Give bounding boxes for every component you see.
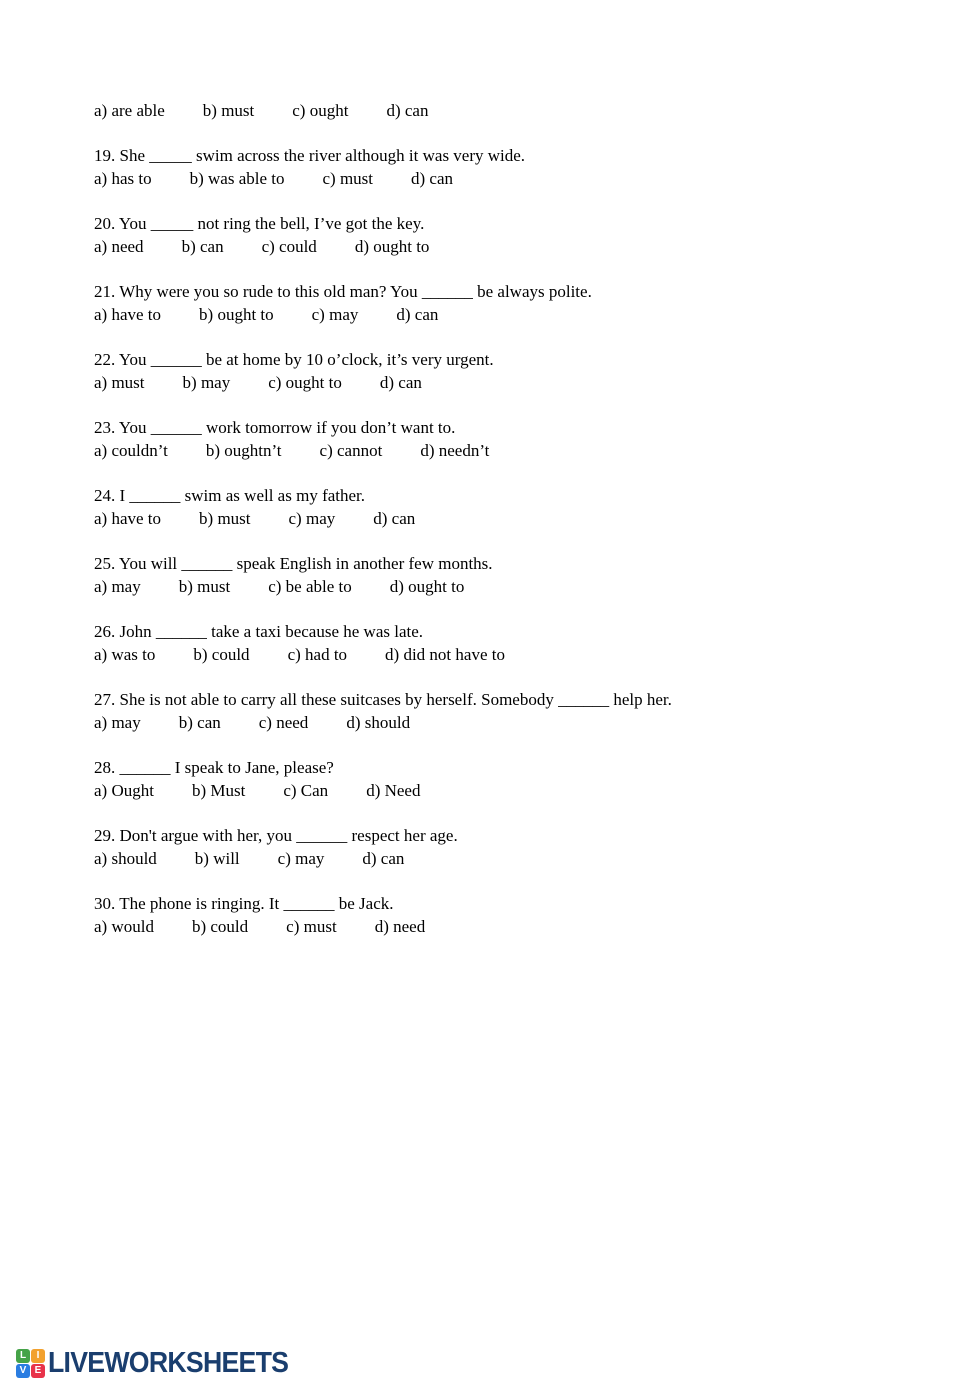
option-a[interactable]: a) has to xyxy=(94,169,152,188)
question-18-options-row xyxy=(94,100,954,123)
options-row xyxy=(94,508,954,531)
question-block xyxy=(94,553,954,598)
question-block xyxy=(94,417,954,462)
question-list xyxy=(94,145,954,938)
questions-area xyxy=(94,100,954,939)
option-b[interactable]: b) will xyxy=(194,849,240,868)
option-a[interactable]: a) must xyxy=(94,373,145,392)
options-row xyxy=(94,440,954,463)
question-text: 19. She _____ swim across the river although it was very wide. xyxy=(94,146,526,166)
question-block xyxy=(94,281,954,326)
question-text: 24. I ______ swim as well as my father. xyxy=(94,486,366,506)
option-a[interactable]: a) have to xyxy=(94,509,162,528)
option-c[interactable]: c) may xyxy=(277,849,325,868)
option-b[interactable]: b) may xyxy=(182,373,231,392)
option-c[interactable]: c) may xyxy=(311,305,359,324)
option-a[interactable]: a) have to xyxy=(94,305,162,324)
brand-wordmark: LIVEWORKSHEETS xyxy=(48,1347,289,1379)
option-d[interactable]: d) needn’t xyxy=(420,441,490,460)
option-b[interactable]: b) must xyxy=(178,577,231,596)
question-block xyxy=(94,485,954,530)
question-block xyxy=(94,145,954,190)
option-b[interactable]: b) could xyxy=(193,645,250,664)
option-d[interactable]: d) ought to xyxy=(389,577,465,596)
option-a[interactable]: a) would xyxy=(94,917,154,936)
question-block xyxy=(94,689,954,734)
option-c[interactable]: c) must xyxy=(286,917,337,936)
option-c[interactable]: c) may xyxy=(288,509,336,528)
option-c[interactable]: c) had to xyxy=(287,645,348,664)
option-d[interactable]: d) can xyxy=(373,509,416,528)
options-row xyxy=(94,236,954,259)
option-c[interactable]: c) Can xyxy=(283,781,329,800)
options-row xyxy=(94,372,954,395)
option-a[interactable]: a) Ought xyxy=(94,781,154,800)
question-block xyxy=(94,621,954,666)
option-a[interactable]: a) may xyxy=(94,577,141,596)
option-b[interactable]: b) could xyxy=(191,917,249,936)
option-c[interactable]: c) ought to xyxy=(268,373,342,392)
option-d[interactable]: d) can xyxy=(379,373,422,392)
question-text: 21. Why were you so rude to this old man? You ______ be always polite. xyxy=(94,282,592,302)
option-d[interactable]: d) can xyxy=(396,305,439,324)
options-row xyxy=(94,712,954,735)
logo-tile-i: I xyxy=(31,1349,45,1363)
option-a[interactable]: a) couldn’t xyxy=(94,441,168,460)
option-b[interactable]: b) was able to xyxy=(189,169,285,188)
liveworksheets-logo[interactable] xyxy=(16,1347,309,1380)
option-b[interactable]: b) Must xyxy=(191,781,246,800)
question-text: 26. John ______ take a taxi because he was late. xyxy=(94,622,424,642)
option-c[interactable]: c) ought xyxy=(292,101,349,120)
question-text: 25. You will ______ speak English in another few months. xyxy=(94,554,493,574)
options-row xyxy=(94,848,954,871)
option-a[interactable]: a) was to xyxy=(94,645,156,664)
option-c[interactable]: c) could xyxy=(261,237,317,256)
options-row xyxy=(94,644,954,667)
option-b[interactable]: b) can xyxy=(178,713,221,732)
question-block xyxy=(94,213,954,258)
question-text: 28. ______ I speak to Jane, please? xyxy=(94,758,334,778)
question-text: 20. You _____ not ring the bell, I’ve got the key. xyxy=(94,214,425,234)
options-row xyxy=(94,576,954,599)
option-c[interactable]: c) must xyxy=(322,169,374,188)
option-a[interactable]: a) need xyxy=(94,237,144,256)
question-text: 30. The phone is ringing. It ______ be Jack. xyxy=(94,894,394,914)
options-row xyxy=(94,780,954,803)
option-b[interactable]: b) can xyxy=(181,237,224,256)
liveworksheets-icon xyxy=(16,1349,45,1378)
option-d[interactable]: d) can xyxy=(386,101,429,120)
logo-tile-l: L xyxy=(16,1349,30,1363)
option-b[interactable]: b) must xyxy=(202,101,255,120)
question-block xyxy=(94,757,954,802)
option-c[interactable]: c) cannot xyxy=(319,441,383,460)
option-d[interactable]: d) Need xyxy=(366,781,421,800)
options-row xyxy=(94,304,954,327)
option-d[interactable]: d) can xyxy=(411,169,454,188)
option-b[interactable]: b) ought to xyxy=(199,305,274,324)
option-d[interactable]: d) need xyxy=(374,917,426,936)
question-text: 23. You ______ work tomorrow if you don’t want to. xyxy=(94,418,456,438)
option-c[interactable]: c) need xyxy=(258,713,309,732)
options-row xyxy=(94,168,954,191)
option-a[interactable]: a) should xyxy=(94,849,157,868)
question-text: 29. Don't argue with her, you ______ respect her age. xyxy=(94,826,458,846)
option-a[interactable]: a) may xyxy=(94,713,141,732)
logo-tile-e: E xyxy=(31,1364,45,1378)
option-d[interactable]: d) did not have to xyxy=(385,645,505,664)
question-text: 22. You ______ be at home by 10 o’clock, it’s very urgent. xyxy=(94,350,494,370)
options-row xyxy=(94,916,954,939)
logo-tile-v: V xyxy=(16,1364,30,1378)
question-block xyxy=(94,825,954,870)
option-b[interactable]: b) must xyxy=(199,509,251,528)
option-d[interactable]: d) can xyxy=(362,849,405,868)
question-text: 27. She is not able to carry all these suitcases by herself. Somebody ______ help her. xyxy=(94,690,672,710)
question-block xyxy=(94,893,954,938)
option-a[interactable]: a) are able xyxy=(94,101,165,120)
option-c[interactable]: c) be able to xyxy=(268,577,352,596)
question-block xyxy=(94,349,954,394)
option-d[interactable]: d) ought to xyxy=(354,237,430,256)
option-b[interactable]: b) oughtn’t xyxy=(205,441,282,460)
option-d[interactable]: d) should xyxy=(346,713,411,732)
